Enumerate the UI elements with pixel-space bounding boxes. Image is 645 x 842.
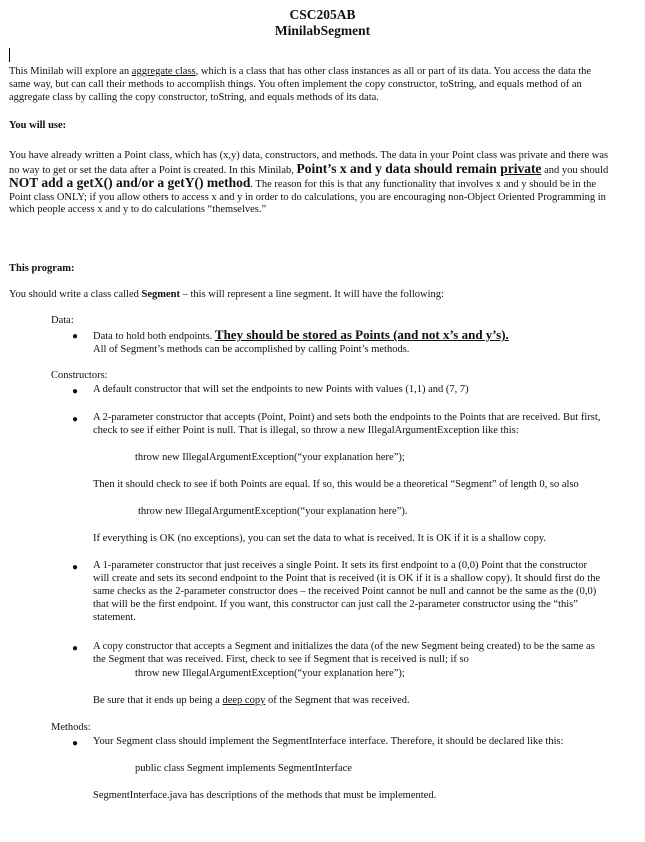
class-declaration: public class Segment implements SegmentInterface <box>135 763 352 774</box>
assignment-title: MinilabSegment <box>274 23 371 38</box>
copy-constructor-text: A copy constructor that accepts a Segment and initializes the data (of the new Segment being created) to be the same as the Segment that was received. First, check to see if Segment that is received is null; if so <box>93 641 595 665</box>
shallow-copy-note: If everything is OK (no exceptions), you can set the data to what is received. It is OK if it is a shallow copy. <box>93 533 547 544</box>
one-param-constructor-text: A 1-parameter constructor that just receives a single Point. It sets its first endpoint to a (0,0) Point that the constructor will create and sets its second endpoint to the Point that is received (it is OK if it is a shallow copy). It should first do the same checks as the 2-parameter constructor does – the received Point cannot be null and cannot be the same as the (0,0) that will be the first endpoint. If you want, this constructor can just call the 2-parameter constructor using the “this” statement. <box>93 560 601 623</box>
bullet-dot: ● <box>72 331 79 342</box>
this-program-heading: This program: <box>9 263 75 274</box>
two-param-constructor-text: A 2-parameter constructor that accepts (Point, Point) and sets both the endpoints to the Points that are received. But first, check to see if either Point is null. That is illegal, so throw a new IllegalArgumentException like this: <box>93 412 601 436</box>
bullet-dot: ● <box>72 386 79 397</box>
you-will-use-paragraph: You have already written a Point class, which has (x,y) data, constructors, and methods. The data in your Point class was private and there was no way to get or set the data after a Point is created. In this Minilab, Point’s x and y data should remain private and you should NOT add a getX() and/or a getY() method. The reason for this is that any functionality that involves x and y should be in the Point class ONLY; if you allow others to access x and y in order to do calculations, you are encouraging non-Object Oriented Programming in which people access x and y to do calculations “themselves.” <box>9 150 609 215</box>
throw-statement-1: throw new IllegalArgumentException(“your explanation here”); <box>135 452 405 463</box>
bullet-dot: ● <box>72 738 79 749</box>
constructors-label: Constructors: <box>51 370 108 381</box>
data-bullet: Data to hold both endpoints. They should be stored as Points (and not x’s and y’s). <box>93 327 509 342</box>
this-program-paragraph: You should write a class called Segment – this will represent a line segment. It will have the following: <box>9 289 444 300</box>
throw-statement-2: throw new IllegalArgumentException(“your explanation here”). <box>138 506 408 517</box>
aggregate-class-link[interactable]: aggregate class <box>131 66 196 77</box>
default-constructor-text: A default constructor that will set the endpoints to new Points with values (1,1) and (7, 7) <box>93 384 469 395</box>
throw-statement-3: throw new IllegalArgumentException(“your explanation here”); <box>135 668 405 679</box>
interface-requirement-text: Your Segment class should implement the SegmentInterface interface. Therefore, it should be declared like this: <box>93 736 564 747</box>
bullet-dot: ● <box>72 414 79 425</box>
interface-description: SegmentInterface.java has descriptions of the methods that must be implemented. <box>93 790 437 801</box>
data-bullet-note: All of Segment’s methods can be accomplished by calling Point’s methods. <box>93 344 410 355</box>
text-cursor <box>9 48 10 62</box>
bullet-dot: ● <box>72 643 79 654</box>
deep-copy-link[interactable]: deep copy <box>222 695 266 706</box>
methods-label: Methods: <box>51 722 91 733</box>
bullet-dot: ● <box>72 562 79 573</box>
data-label: Data: <box>51 315 74 326</box>
deep-copy-note: Be sure that it ends up being a deep copy of the Segment that was received. <box>93 695 410 706</box>
intro-paragraph: This Minilab will explore an aggregate class, which is a class that has other class instances as all or part of its data. You access the data the same way, but can call their methods to accomplish things. You often implement the copy constructor, toString, and equals method of an aggregate class by calling the copy constructor, toString, and equals methods of its data. <box>9 66 592 103</box>
course-title: CSC205AB <box>289 7 356 22</box>
equal-points-check: Then it should check to see if both Points are equal. If so, this would be a theoretical “Segment” of length 0, so also <box>93 479 579 490</box>
you-will-use-heading: You will use: <box>9 120 67 131</box>
